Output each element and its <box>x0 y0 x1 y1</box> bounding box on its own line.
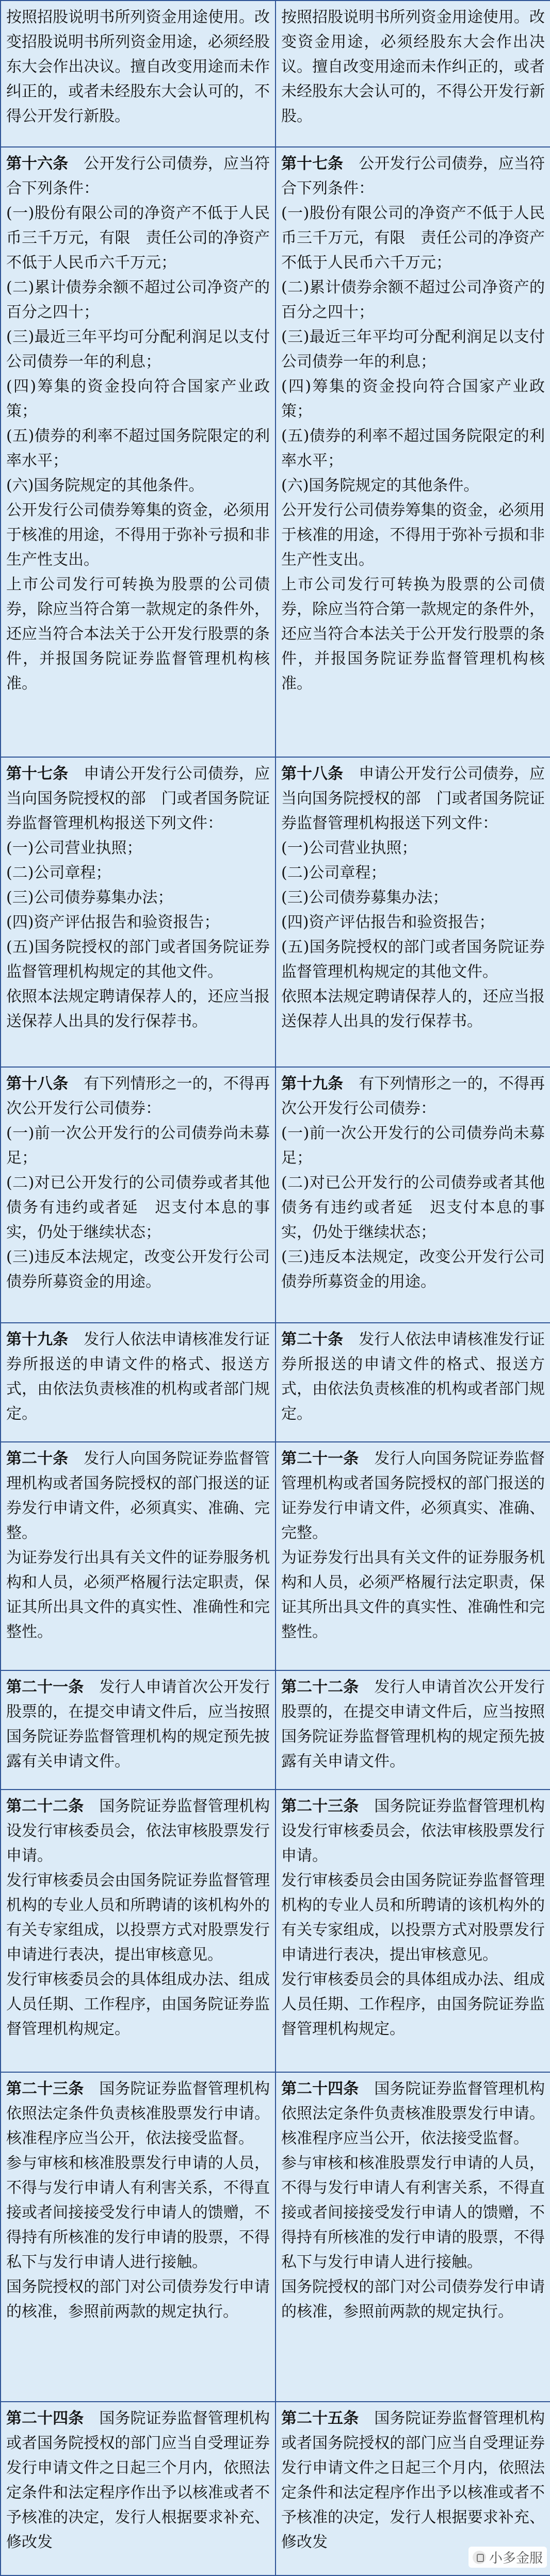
article-paragraph <box>281 1794 545 1868</box>
article-number: 第二十一条 <box>281 1449 359 1468</box>
article-paragraph <box>6 1121 270 1171</box>
table-row <box>1 2402 550 2575</box>
article-paragraph <box>281 1171 545 1245</box>
article-paragraph <box>6 1675 270 1774</box>
article-text: (三)公司债券募集办法； <box>281 888 448 907</box>
table-row <box>1 1670 550 1790</box>
article-paragraph <box>6 5 270 129</box>
article-paragraph <box>6 861 270 885</box>
article-number: 第十七条 <box>6 764 69 783</box>
article-number: 第二十条 <box>6 1449 69 1468</box>
table-row <box>1 1790 550 2072</box>
article-paragraph <box>281 1245 545 1294</box>
new-version-cell <box>276 1067 550 1323</box>
article-paragraph <box>281 1546 545 1645</box>
article-paragraph <box>281 473 545 498</box>
article-text: 参与审核和核准股票发行申请的人员，不得与发行申请人有利害关系，不得直接或者间接接受发行申请人的馈赠，不得持有所核准的发行申请的股票，不得私下与发行申请人进行接触。 <box>6 2154 270 2272</box>
article-text: 申请公开发行公司债券，应当向国务院授权的部 门或者国务院证券监督管理机构报送下列文件： <box>6 764 270 832</box>
article-number: 第十八条 <box>281 764 344 783</box>
article-text: 公开发行公司债券，应当符合下列条件： <box>281 155 545 198</box>
article-paragraph <box>281 1327 545 1426</box>
old-version-cell <box>1 1323 276 1442</box>
article-text: 有下列情形之一的，不得再次公开发行公司债券： <box>281 1075 545 1118</box>
old-version-cell <box>1 1 276 147</box>
article-text: 公开发行公司债券筹集的资金，必须用于核准的用途，不得用于弥补亏损和非生产性支出。 <box>6 501 270 569</box>
article-text: 参与审核和核准股票发行申请的人员，不得与发行申请人有利害关系，不得直接或者间接接受发行申请人的馈赠，不得持有所核准的发行申请的股票，不得私下与发行申请人进行接触。 <box>281 2154 545 2272</box>
article-text: (一)股份有限公司的净资产不低于人民币三千万元，有限 责任公司的净资产不低于人民币六千万元； <box>281 204 545 272</box>
article-text: (一)前一次公开发行的公司债券尚未募足； <box>6 1124 270 1168</box>
table-row <box>1 757 550 1067</box>
article-text: 上市公司发行可转换为股票的公司债券，除应当符合第一款规定的条件外，还应当符合本法关于公开发行股票的条件，并报国务院证券监督管理机构核准。 <box>281 576 545 693</box>
article-paragraph <box>6 1327 270 1426</box>
article-text: (二)公司章程； <box>281 863 386 882</box>
article-text: 有下列情形之一的，不得再次公开发行公司债券： <box>6 1075 270 1118</box>
article-number: 第十八条 <box>6 1075 69 1093</box>
article-text: (五)债券的利率不超过国务院限定的利率水平； <box>6 427 270 470</box>
old-version-cell <box>1 2072 276 2402</box>
article-number: 第二十二条 <box>6 1797 84 1815</box>
article-paragraph <box>6 473 270 498</box>
table-row <box>1 147 550 757</box>
old-version-cell <box>1 1790 276 2072</box>
article-text: 申请公开发行公司债券，应当向国务院授权的部 门或者国务院证券监督管理机构报送下列文件： <box>281 764 545 832</box>
new-version-cell <box>276 147 550 757</box>
article-paragraph <box>281 1675 545 1774</box>
article-paragraph <box>6 2077 270 2151</box>
article-paragraph <box>6 1171 270 1245</box>
article-paragraph <box>6 201 270 275</box>
article-text: (二)累计债券余额不超过公司净资产的百分之四十； <box>6 278 270 322</box>
article-paragraph <box>6 1072 270 1121</box>
article-paragraph <box>6 985 270 1034</box>
article-text: (三)最近三年平均可分配利润足以支付公司债券一年的利息； <box>281 328 545 371</box>
new-version-cell <box>276 1323 550 1442</box>
article-number: 第二十四条 <box>281 2080 359 2098</box>
article-text: 发行人向国务院证券监督管理机构或者国务院授权的部门报送的证券发行申请文件，必须真实、准确、完整。 <box>281 1449 545 1542</box>
article-paragraph <box>6 1868 270 1967</box>
article-paragraph <box>281 1868 545 1967</box>
article-text: 发行人向国务院证券监督管理机构或者国务院授权的部门报送的证券发行申请文件，必须真实、准确、完整。 <box>6 1449 270 1542</box>
article-paragraph <box>281 424 545 473</box>
article-paragraph <box>6 1967 270 2042</box>
old-version-cell <box>1 2402 276 2575</box>
article-text: 依照本法规定聘请保荐人的，还应当报送保荐人出具的发行保荐书。 <box>281 987 545 1030</box>
watermark <box>468 2547 547 2568</box>
article-paragraph <box>6 325 270 374</box>
article-text: (四)资产评估报告和验资报告； <box>281 913 495 931</box>
article-paragraph <box>281 2151 545 2275</box>
article-text: 国务院证券监督管理机构依照法定条件负责核准股票发行申请。核准程序应当公开，依法接受监督。 <box>281 2080 545 2148</box>
article-paragraph <box>6 152 270 201</box>
article-paragraph <box>281 885 545 910</box>
article-text: 发行审核委员会由国务院证券监督管理机构的专业人员和所聘请的该机构外的有关专家组成，以投票方式对股票发行申请进行表决，提出审核意见。 <box>6 1871 270 1964</box>
watermark-text: 小多金服 <box>489 2551 543 2566</box>
article-number: 第二十一条 <box>6 1678 84 1696</box>
article-paragraph <box>6 762 270 836</box>
article-text: 发行审核委员会的具体组成办法、组成人员任期、工作程序，由国务院证券监督管理机构规定。 <box>281 1970 545 2038</box>
article-text: 发行审核委员会的具体组成办法、组成人员任期、工作程序，由国务院证券监督管理机构规定。 <box>6 1970 270 2038</box>
article-text: 发行人依法申请核准发行证券所报送的申请文件的格式、报送方式，由依法负责核准的机构或者部门规定。 <box>6 1330 270 1423</box>
article-paragraph <box>6 935 270 985</box>
article-text: 公开发行公司债券筹集的资金，必须用于核准的用途，不得用于弥补亏损和非生产性支出。 <box>281 501 545 569</box>
old-version-cell <box>1 757 276 1067</box>
article-paragraph <box>281 2275 545 2324</box>
article-text: 发行人申请首次公开发行股票的，在提交申请文件后，应当按照国务院证券监督管理机构的规定预先披露有关申请文件。 <box>281 1678 545 1770</box>
article-paragraph <box>281 2406 545 2555</box>
new-version-cell <box>276 1670 550 1790</box>
article-paragraph <box>281 762 545 836</box>
article-text: (二)累计债券余额不超过公司净资产的百分之四十； <box>281 278 545 322</box>
article-text: (一)公司营业执照； <box>281 839 417 857</box>
article-paragraph <box>6 498 270 572</box>
old-version-cell <box>1 1067 276 1323</box>
table-row <box>1 1 550 147</box>
article-number: 第十七条 <box>281 155 344 173</box>
article-text: (三)违反本法规定，改变公开发行公司债券所募资金的用途。 <box>281 1248 545 1291</box>
article-paragraph <box>6 374 270 424</box>
new-version-cell <box>276 1 550 147</box>
article-text: (六)国务院规定的其他条件。 <box>6 477 204 495</box>
article-paragraph <box>6 572 270 696</box>
article-text: 按照招股说明书所列资金用途使用。改变招股说明书所列资金用途，必须经股东大会作出决议。擅自改变用途而未作纠正的，或者未经股东大会认可的，不得公开发行新股。 <box>6 8 270 125</box>
article-text: (五)国务院授权的部门或者国务院证券监督管理机构规定的其他文件。 <box>281 938 545 981</box>
article-paragraph <box>281 1072 545 1121</box>
article-text: (二)对已公开发行的公司债券或者其他债务有违约或者延 迟支付本息的事实，仍处于继续状态； <box>6 1174 270 1242</box>
article-text: (一)公司营业执照； <box>6 839 142 857</box>
article-paragraph <box>281 325 545 374</box>
article-paragraph <box>6 2406 270 2555</box>
article-number: 第十九条 <box>281 1075 344 1093</box>
article-paragraph <box>6 885 270 910</box>
article-number: 第二十三条 <box>281 1797 359 1815</box>
article-text: (六)国务院规定的其他条件。 <box>281 477 479 495</box>
old-version-cell <box>1 1670 276 1790</box>
article-text: 依照本法规定聘请保荐人的，还应当报送保荐人出具的发行保荐书。 <box>6 987 270 1030</box>
article-paragraph <box>6 2275 270 2324</box>
article-text: 国务院证券监督管理机构设发行审核委员会，依法审核股票发行申请。 <box>6 1797 270 1865</box>
article-text: (五)国务院授权的部门或者国务院证券监督管理机构规定的其他文件。 <box>6 938 270 981</box>
article-number: 第十六条 <box>6 155 69 173</box>
article-paragraph <box>281 275 545 325</box>
article-text: 国务院证券监督管理机构设发行审核委员会，依法审核股票发行申请。 <box>281 1797 545 1865</box>
article-paragraph <box>6 1794 270 1868</box>
article-paragraph <box>6 1245 270 1294</box>
article-text: (一)前一次公开发行的公司债券尚未募足； <box>281 1124 545 1168</box>
article-paragraph <box>6 910 270 935</box>
article-text: 为证券发行出具有关文件的证券服务机构和人员，必须严格履行法定职责，保证其所出具文件的真实性、准确性和完整性。 <box>6 1548 270 1641</box>
table-row <box>1 2072 550 2402</box>
article-text: (四)筹集的资金投向符合国家产业政策； <box>281 378 545 421</box>
article-paragraph <box>281 5 545 129</box>
article-text: (二)公司章程； <box>6 863 111 882</box>
article-paragraph <box>281 985 545 1034</box>
article-text: 国务院证券监督管理机构或者国务院授权的部门应当自受理证券发行申请文件之日起三个月内，依照法定条件和法定程序作出予以核准或者不予核准的决定，发行人根据要求补充、修改发 <box>281 2409 545 2551</box>
old-version-cell <box>1 1442 276 1670</box>
new-version-cell <box>276 1790 550 2072</box>
article-paragraph <box>281 498 545 572</box>
article-paragraph <box>281 861 545 885</box>
article-paragraph <box>281 2077 545 2151</box>
article-text: 国务院证券监督管理机构依照法定条件负责核准股票发行申请。核准程序应当公开，依法接受监督。 <box>6 2080 270 2148</box>
article-paragraph <box>6 2151 270 2275</box>
article-text: (四)资产评估报告和验资报告； <box>6 913 220 931</box>
article-number: 第二十二条 <box>281 1678 359 1696</box>
article-text: (三)违反本法规定，改变公开发行公司债券所募资金的用途。 <box>6 1248 270 1291</box>
article-text: (三)最近三年平均可分配利润足以支付公司债券一年的利息； <box>6 328 270 371</box>
article-text: 发行审核委员会由国务院证券监督管理机构的专业人员和所聘请的该机构外的有关专家组成，以投票方式对股票发行申请进行表决，提出审核意见。 <box>281 1871 545 1964</box>
article-paragraph <box>6 1447 270 1546</box>
article-paragraph <box>281 935 545 985</box>
article-paragraph <box>281 572 545 696</box>
new-version-cell <box>276 757 550 1067</box>
article-text: 国务院证券监督管理机构或者国务院授权的部门应当自受理证券发行申请文件之日起三个月内，依照法定条件和法定程序作出予以核准或者不予核准的决定，发行人根据要求补充、修改发 <box>6 2409 270 2551</box>
article-number: 第二十四条 <box>6 2409 84 2427</box>
article-paragraph <box>281 1121 545 1171</box>
article-number: 第二十三条 <box>6 2080 84 2098</box>
article-paragraph <box>281 1447 545 1546</box>
article-paragraph <box>281 201 545 275</box>
article-paragraph <box>6 275 270 325</box>
article-text: 按照招股说明书所列资金用途使用。改变资金用途，必须经股东大会作出决议。擅自改变用途而未作纠正的，或者未经股东大会认可的，不得公开发行新股。 <box>281 8 545 125</box>
article-text: (五)债券的利率不超过国务院限定的利率水平； <box>281 427 545 470</box>
article-text: (一)股份有限公司的净资产不低于人民币三千万元，有限 责任公司的净资产不低于人民币六千万元； <box>6 204 270 272</box>
article-text: 发行人申请首次公开发行股票的，在提交申请文件后，应当按照国务院证券监督管理机构的规定预先披露有关申请文件。 <box>6 1678 270 1770</box>
article-paragraph <box>6 836 270 861</box>
article-paragraph <box>6 424 270 473</box>
article-number: 第二十条 <box>281 1330 344 1349</box>
article-number: 第二十五条 <box>281 2409 359 2427</box>
table-row <box>1 1442 550 1670</box>
new-version-cell <box>276 2072 550 2402</box>
comparison-rows <box>1 1 550 2575</box>
new-version-cell <box>276 1442 550 1670</box>
article-paragraph <box>281 374 545 424</box>
article-text: 上市公司发行可转换为股票的公司债券，除应当符合第一款规定的条件外，还应当符合本法关于公开发行股票的条件，并报国务院证券监督管理机构核准。 <box>6 576 270 693</box>
wechat-account-icon <box>473 2551 486 2564</box>
table-row <box>1 1067 550 1323</box>
article-text: 发行人依法申请核准发行证券所报送的申请文件的格式、报送方式，由依法负责核准的机构或者部门规定。 <box>281 1330 545 1423</box>
article-paragraph <box>281 152 545 201</box>
article-text: 为证券发行出具有关文件的证券服务机构和人员，必须严格履行法定职责，保证其所出具文件的真实性、准确性和完整性。 <box>281 1548 545 1641</box>
article-text: 公开发行公司债券，应当符合下列条件： <box>6 155 270 198</box>
article-text: (四)筹集的资金投向符合国家产业政策； <box>6 378 270 421</box>
article-text: 国务院授权的部门对公司债券发行申请的核准，参照前两款的规定执行。 <box>6 2278 270 2321</box>
article-number: 第十九条 <box>6 1330 69 1349</box>
article-paragraph <box>281 836 545 861</box>
table-row <box>1 1323 550 1442</box>
old-version-cell <box>1 147 276 757</box>
article-paragraph <box>281 1967 545 2042</box>
article-paragraph <box>6 1546 270 1645</box>
article-paragraph <box>281 910 545 935</box>
article-text: (三)公司债券募集办法； <box>6 888 173 907</box>
article-text: 国务院授权的部门对公司债券发行申请的核准，参照前两款的规定执行。 <box>281 2278 545 2321</box>
article-text: (二)对已公开发行的公司债券或者其他债务有违约或者延 迟支付本息的事实，仍处于继续状态； <box>281 1174 545 1242</box>
